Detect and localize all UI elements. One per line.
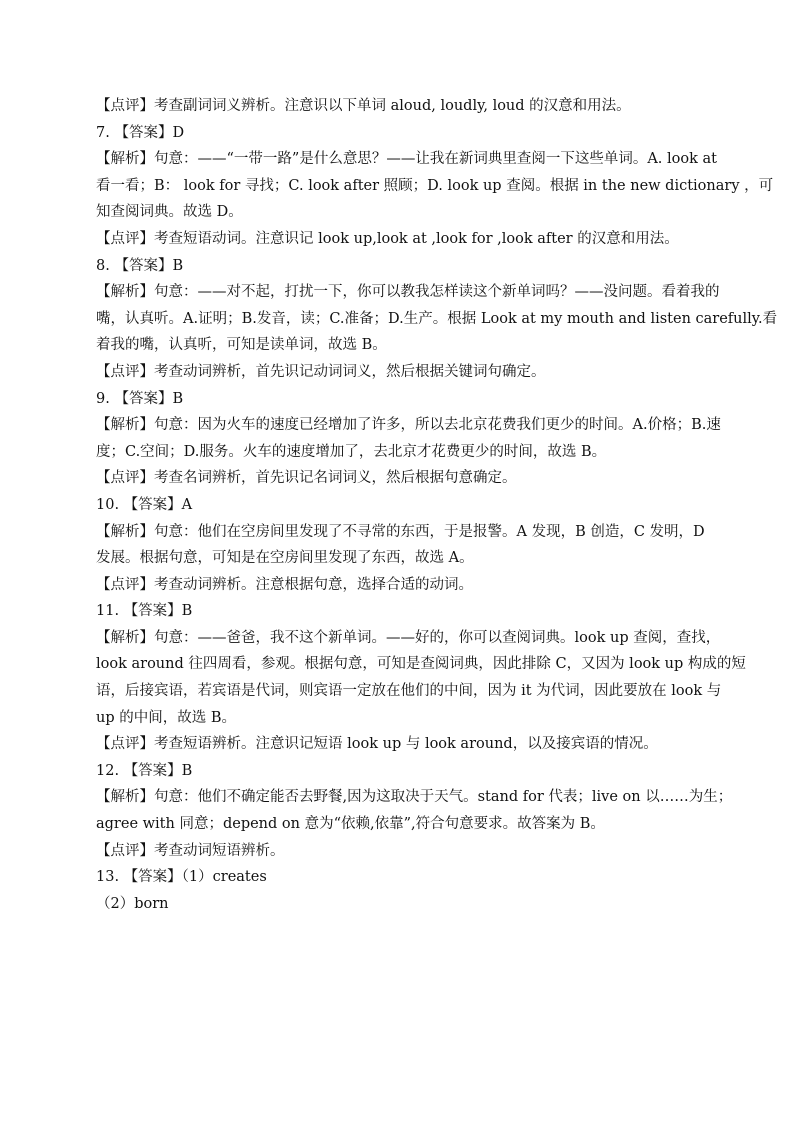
question-11-comment: 【点评】考查短语辨析。注意识记短语 look up 与 look around，以及接宾语的情况。 bbox=[96, 736, 658, 753]
question-12-answer: 12. 【答案】B bbox=[96, 762, 193, 779]
question-10-analysis-line-2: 发展。根据句意，可知是在空房间里发现了东西，故选 A。 bbox=[96, 550, 474, 567]
question-11-analysis-line-3: 语，后接宾语，若宾语是代词，则宾语一定放在他们的中间，因为 it 为代词，因此要放在 look 与 bbox=[96, 683, 722, 700]
question-7-analysis-line-3: 知查阅词典。故选 D。 bbox=[96, 204, 243, 221]
question-7-comment: 【点评】考查短语动词。注意识记 look up,look at ,look for ,look after 的汉意和用法。 bbox=[96, 230, 679, 247]
question-8-comment: 【点评】考查动词辨析，首先识记动词词义，然后根据关键词句确定。 bbox=[96, 363, 546, 380]
question-12-analysis-line-1: 【解析】句意：他们不确定能否去野餐,因为这取决于天气。stand for 代表；live on 以……为生； bbox=[96, 789, 733, 806]
question-10-answer: 10. 【答案】A bbox=[96, 496, 193, 513]
question-7-answer: 7. 【答案】D bbox=[96, 124, 185, 141]
question-12-comment: 【点评】考查动词短语辨析。 bbox=[96, 842, 285, 859]
question-10-analysis-line-1: 【解析】句意：他们在空房间里发现了不寻常的东西，于是报警。A 发现，B 创造，C 发明，D bbox=[96, 523, 705, 540]
question-8-analysis-line-2: 嘴，认真听。A.证明；B.发音，读；C.准备；D.生产。根据 Look at my mouth and listen carefully.看 bbox=[96, 310, 778, 327]
question-11-analysis-line-2: look around 往四周看，参观。根据句意，可知是查阅词典，因此排除 C，又因为 look up 构成的短 bbox=[96, 656, 746, 673]
question-12-analysis-line-2: agree with 同意；depend on 意为“依赖,依靠”,符合句意要求。故答案为 B。 bbox=[96, 816, 605, 833]
question-11-answer: 11. 【答案】B bbox=[96, 603, 193, 620]
question-8-analysis-line-1: 【解析】句意：——对不起，打扰一下，你可以教我怎样读这个新单词吗？——没问题。看着我的 bbox=[96, 284, 720, 301]
question-7-analysis-line-2: 看一看；B： look for 寻找；C. look after 照顾；D. look up 查阅。根据 in the new dictionary ，可 bbox=[96, 177, 774, 194]
question-11-analysis-line-4: up 的中间，故选 B。 bbox=[96, 709, 236, 726]
question-10-comment: 【点评】考查动词辨析。注意根据句意，选择合适的动词。 bbox=[96, 576, 473, 593]
question-7-analysis-line-1: 【解析】句意：——“一带一路”是什么意思？——让我在新词典里查阅一下这些单词。A. look at bbox=[96, 151, 717, 168]
question-13-answer-1: 13. 【答案】（1）creates bbox=[96, 869, 267, 886]
comment-line: 【点评】考查副词词义辨析。注意识以下单词 aloud, loudly, loud 的汉意和用法。 bbox=[96, 98, 631, 114]
question-9-analysis-line-1: 【解析】句意：因为火车的速度已经增加了许多，所以去北京花费我们更少的时间。A.价格；B.速 bbox=[96, 417, 721, 434]
question-11-analysis-line-1: 【解析】句意：——爸爸，我不这个新单词。——好的，你可以查阅词典。look up 查阅，查找， bbox=[96, 629, 721, 646]
question-8-answer: 8. 【答案】B bbox=[96, 257, 184, 274]
question-9-analysis-line-2: 度；C.空间；D.服务。火车的速度增加了，去北京才花费更少的时间，故选 B。 bbox=[96, 443, 607, 460]
question-9-comment: 【点评】考查名词辨析，首先识记名词词义，然后根据句意确定。 bbox=[96, 470, 517, 487]
question-13-answer-2: （2）born bbox=[96, 895, 169, 912]
question-9-answer: 9. 【答案】B bbox=[96, 390, 184, 407]
question-8-analysis-line-3: 着我的嘴，认真听，可知是读单词，故选 B。 bbox=[96, 337, 387, 354]
